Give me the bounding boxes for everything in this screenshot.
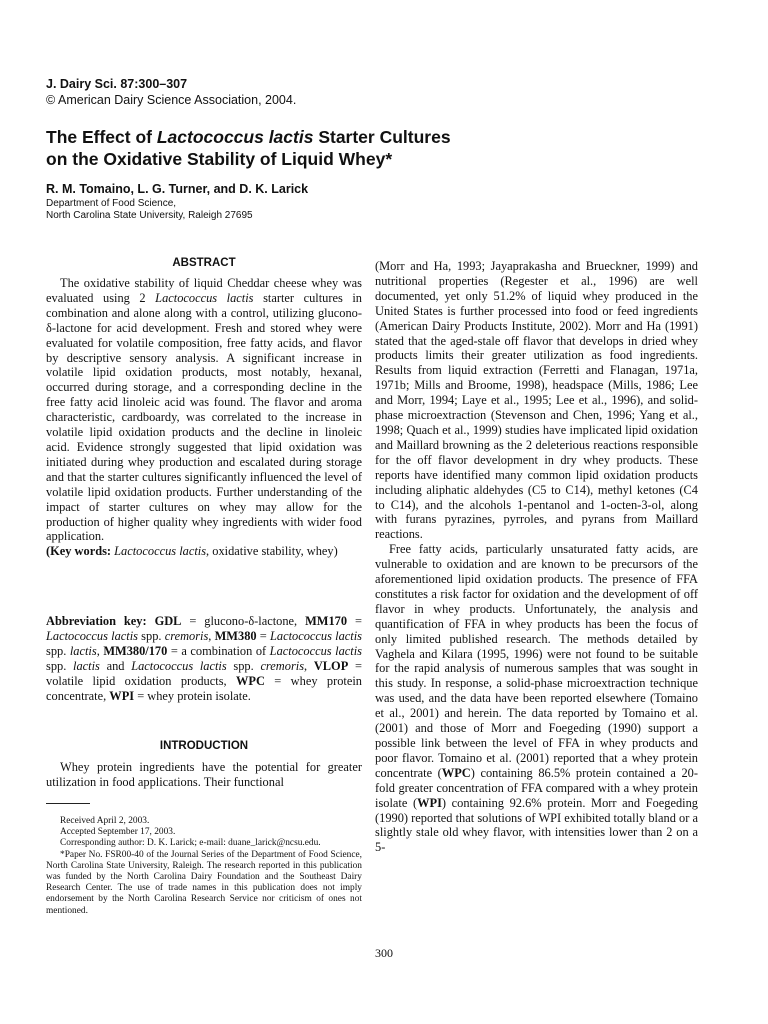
abbrev-mm380170-def-a: = a combination of [167, 643, 270, 658]
abbrev-sep-1: , [208, 628, 215, 643]
abbrev-wpi-def: = whey protein isolate. [134, 688, 251, 703]
introduction-text [46, 760, 362, 790]
abbrev-mm170: MM170 [305, 614, 348, 628]
article-title [46, 126, 466, 170]
right-p2-wpc: WPC [441, 765, 471, 780]
title-part-2: Starter Cultures on the Oxidative Stability of Liquid Whey* [46, 127, 451, 169]
introduction-heading: INTRODUCTION [159, 740, 249, 752]
abbrev-mm380170-species-2: Lactococcus lactis [131, 658, 227, 673]
abbrev-mm380: MM380 [214, 628, 257, 643]
right-p2-text-a: Free fatty acids, particularly unsaturated fatty acids, are vulnerable to oxidation and are known to be precursors of the aforementioned lipid oxidation products. The presence of FFA constitutes a risk factor for oxidation and the development of off flavor in whey products. Unfortunately, the analysis and quantification of FFA in whey products has been the focus of only limited published research. The methods detailed by Vaghela and Kilara (1995, 1996) were not found to be suitable for the rapid analysis of numerous samples that was sought in this study. In response, a solid-phase microextraction technique was used, and the data have been reported elsewhere (Tomaino et al., 2001) and herein. The data reported by Tomaino et al. (2001) and those of Morr and Foegeding (1990) support a possible link between the level of FFA in whey products and poor flavor. Tomaino et al. (2001) reported that a whey protein concentrate ( [375, 542, 698, 780]
abbrev-mm380-def-a: = [256, 628, 270, 643]
footnote-rule [46, 803, 90, 804]
abbrev-mm170-species: Lactococcus lactis [46, 628, 138, 643]
introduction-paragraph: Whey protein ingredients have the potential for greater utilization in food applications. Their functional [46, 760, 362, 789]
abbrev-label: Abbreviation key: [46, 614, 147, 628]
abbrev-mm380170-subspecies-2: cremoris [260, 658, 305, 673]
abbrev-sep-3: , [304, 658, 314, 673]
keywords-species: Lactococcus lactis [114, 544, 207, 559]
affiliation-line-2: North Carolina State University, Raleigh 27695 [46, 210, 253, 221]
affiliation-line-1: Department of Food Science, [46, 198, 177, 209]
abstract-text-a: The oxidative stability of liquid Cheddar cheese whey was evaluated using 2 [46, 276, 362, 305]
right-p2-wpi: WPI [417, 795, 442, 810]
abbrev-vlop-def: = volatile lipid oxidation products, [46, 658, 362, 688]
affiliation [46, 198, 253, 222]
abbrev-vlop: VLOP [313, 658, 349, 673]
abbrev-mm380-subspecies: lactis [69, 643, 97, 658]
footnote-received: Received April 2, 2003. [60, 816, 150, 826]
footnote-corresponding-author: Corresponding author: D. K. Larick; e-mail: duane_larick@ncsu.edu. [60, 838, 321, 849]
abbrev-gdl: GDL [154, 614, 182, 628]
copyright-line: © American Dairy Science Association, 2004. [46, 93, 297, 107]
abstract-paragraph [46, 276, 362, 544]
page-number: 300 [375, 946, 393, 960]
abbrev-mm380170-def-d: spp. [226, 658, 261, 673]
right-paragraph-2 [375, 542, 698, 855]
keywords-label: (Key words: [46, 544, 112, 559]
abstract-heading: ABSTRACT [172, 257, 236, 269]
abbrev-mm380-species: Lactococcus lactis [270, 628, 362, 643]
author-list: R. M. Tomaino, L. G. Turner, and D. K. Larick [46, 182, 309, 196]
abbrev-mm380170-def-c: and [99, 658, 132, 673]
abbreviation-key [46, 614, 362, 703]
abbrev-mm380170-species-1: Lactococcus lactis [269, 643, 362, 658]
right-p2-text-c: ) containing 92.6% protein. Morr and Foegeding (1990) reported that solutions of WPI exhibited totally bland or a slightly stale old whey flavor, with intensities lower than 2 on a 5- [375, 795, 698, 855]
abstract-text-b: starter cultures in combination and alone along with a control, utilizing glucono-δ-lactone for acid development. Fresh and stored whey were evaluated for volatile composition, free fatty acids, and flavor by descriptive sensory analysis. A significant increase in volatile lipid oxidation products, most notably, hexanal, occurred during storage, and a corresponding decline in the free fatty acid linoleic acid was found. The flavor and aroma characteristic, cardboardy, was correlated to the increase in volatile lipid oxidation products and the decline in linoleic acid. Evidence strongly suggested that lipid oxidation was initiated during whey production and escalated during storage and that the starter cultures significantly influenced the level of volatile lipid oxidation products. Further understanding of the impact of starter cultures on whey may allow for the production of higher quality whey ingredients with wider food application. [46, 290, 362, 544]
abbrev-mm170-def-a: = [347, 614, 362, 628]
abbrev-mm380-def-b: spp. [46, 643, 70, 658]
footnote-accepted: Accepted September 17, 2003. [60, 827, 176, 838]
abbrev-mm170-def-b: spp. [137, 628, 165, 643]
abbrev-wpi: WPI [109, 688, 135, 703]
footnote-paper-note: *Paper No. FSR00-40 of the Journal Series of the Department of Food Science, North Carolina State University, Raleigh. The research reported in this publication was funded by the North Carolina Dairy Foundation and the Southeast Dairy Research Center. The use of trade names in this publication does not imply endorsement by the North Carolina Research Service nor criticism of ones not mentioned. [46, 849, 362, 916]
abbrev-mm380170-subspecies-1: lactis [73, 658, 100, 673]
abstract-body [46, 276, 362, 559]
footnotes [46, 816, 362, 917]
abbrev-mm380170: MM380/170 [103, 643, 168, 658]
abbrev-mm380170-def-b: spp. [46, 658, 74, 673]
abbrev-mm170-subspecies: cremoris [164, 628, 209, 643]
abbrev-wpc-def: = whey protein concentrate, [46, 673, 363, 703]
journal-citation: J. Dairy Sci. 87:300–307 [46, 77, 188, 91]
abbrev-sep-2: , [96, 643, 104, 658]
title-part-1: The Effect of [46, 127, 157, 147]
title-italic-species: Lactococcus lactis [156, 127, 314, 147]
abstract-species: Lactococcus lactis [155, 290, 254, 305]
right-paragraph-1: (Morr and Ha, 1993; Jayaprakasha and Brueckner, 1999) and nutritional properties (Regester et al., 1996) are well documented, yet only 51.2% of liquid whey produced in the United States is further processed into food or feed ingredients (American Dairy Products Institute, 2002). Morr and Ha (1991) stated that the aged-stale off flavor that develops in dried whey products limits their greater utilization as food ingredients. Results from liquid extraction (Ferretti and Flanagan, 1971a, 1971b; Mills and Broome, 1998), headspace (Mills, 1986; Lee and Morr, 1994; Laye et al., 1995; Lee et al., 1996), and solid-phase microextraction (Stevenson and Chen, 1996; Yang et al., 1998; Quach et al., 1999) studies have implicated lipid oxidation and Maillard browning as the 2 deleterious reactions responsible for the off flavor development in dry whey products. These reports have identified many common lipid oxidation products including aliphatic aldehydes (C5 to C14), methyl ketones (C4 to C14), and the alcohols 1-pentanol and 1-octen-3-ol, along with furans pyrazines, pyrroles, and pyrans from Maillard reactions. [375, 259, 698, 542]
abbrev-wpc: WPC [236, 673, 265, 688]
right-p2-text-b: ) containing 86.5% protein contained a 20-fold greater concentration of FFA compared with a whey protein isolate ( [375, 765, 698, 810]
keywords-rest: , oxidative stability, whey) [206, 544, 338, 559]
right-column [375, 259, 698, 855]
abbrev-gdl-def: = glucono-δ-lactone, [181, 614, 306, 628]
keywords [46, 544, 362, 559]
